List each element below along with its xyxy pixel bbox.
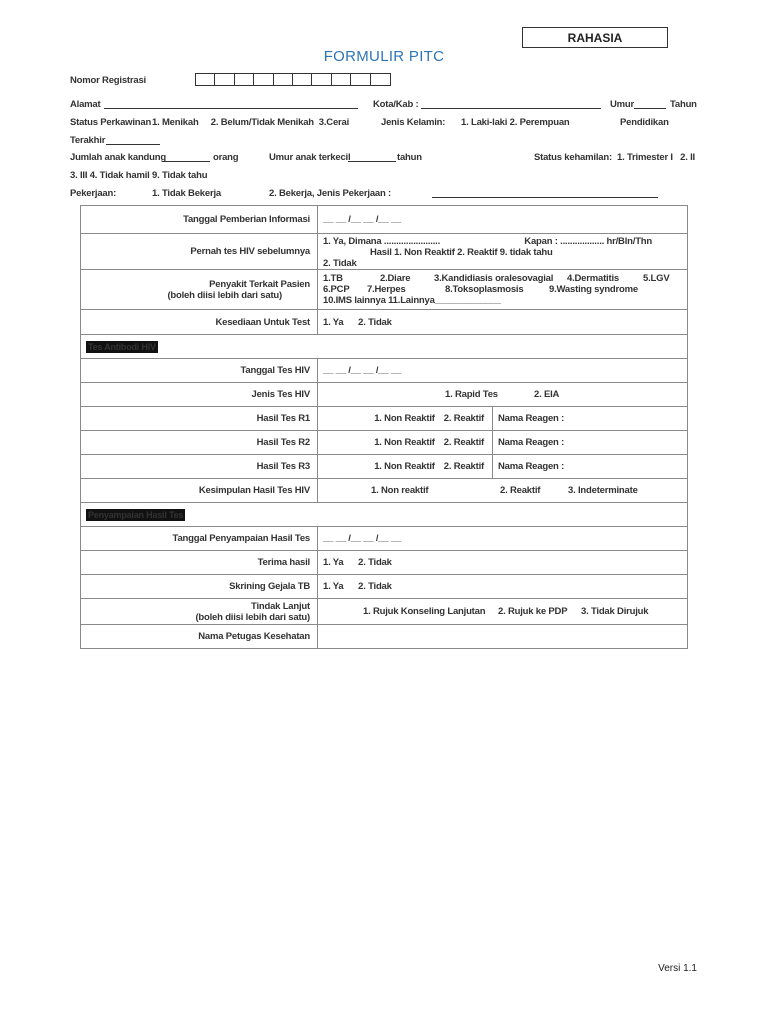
address-field[interactable]: [104, 99, 358, 109]
address-label: Alamat: [70, 99, 101, 110]
result-r3-cell: [318, 455, 688, 479]
info-date-field[interactable]: __ __ /__ __ /__ __: [318, 206, 688, 234]
disease-pcp[interactable]: 6.PCP: [323, 284, 350, 295]
gender-label: Jenis Kelamin:: [381, 117, 446, 128]
r3-non-reactive[interactable]: 1. Non Reaktif: [374, 461, 435, 472]
follow-up-label: Tindak Lanjut: [251, 600, 310, 612]
reg-digit-box[interactable]: [332, 74, 351, 85]
years-label: Tahun: [670, 99, 697, 110]
related-disease-label: Penyakit Terkait Pasien: [209, 278, 310, 290]
delivery-date-row: [81, 527, 688, 551]
delivery-date-label: Tanggal Penyampaian Hasil Tes: [81, 527, 318, 551]
reg-digit-box[interactable]: [351, 74, 370, 85]
received-result-options[interactable]: 1. Ya 2. Tidak: [318, 551, 688, 575]
years-label-2: tahun: [397, 152, 422, 163]
occupation-type-field[interactable]: [432, 188, 658, 198]
confidential-label: RAHASIA: [522, 27, 668, 48]
gender-options[interactable]: 1. Laki-laki 2. Perempuan: [461, 117, 570, 128]
marital-status-options[interactable]: 1. Menikah 2. Belum/Tidak Menikah 3.Cerai: [152, 117, 350, 128]
children-count-label: Jumlah anak kandung: [70, 152, 166, 163]
education-label: Pendidikan: [620, 117, 669, 128]
section-antibody-title: Tes Antibodi HIV: [88, 341, 156, 352]
disease-lgv[interactable]: 5.LGV: [643, 273, 670, 284]
follow-up-pdp[interactable]: 2. Rujuk ke PDP: [498, 606, 568, 617]
disease-candidiasis[interactable]: 3.Kandidiasis oralesovagial: [434, 273, 554, 284]
result-r2-row: [81, 431, 688, 455]
persons-label: orang: [213, 152, 239, 163]
disease-dermatitis[interactable]: 4.Dermatitis: [567, 273, 619, 284]
related-disease-label-cell: [81, 270, 318, 310]
test-date-row: [81, 359, 688, 383]
r1-reagent-name[interactable]: Nama Reagen :: [498, 413, 565, 424]
r1-non-reactive[interactable]: 1. Non Reaktif: [374, 413, 435, 424]
disease-wasting[interactable]: 9.Wasting syndrome: [549, 284, 638, 295]
reg-digit-box[interactable]: [196, 74, 215, 85]
marital-status-label: Status Perkawinan: [70, 117, 152, 128]
follow-up-none[interactable]: 3. Tidak Dirujuk: [581, 606, 649, 617]
disease-herpes[interactable]: 7.Herpes: [367, 284, 406, 295]
pregnancy-options-a[interactable]: 1. Trimester I 2. II: [617, 152, 695, 163]
reg-digit-box[interactable]: [235, 74, 254, 85]
section-delivery-row: [81, 503, 688, 527]
previous-test-where[interactable]: 1. Ya, Dimana .......................: [323, 235, 441, 247]
r3-reagent-name[interactable]: Nama Reagen :: [498, 461, 565, 472]
related-disease-row: [81, 270, 688, 310]
disease-diarrhea[interactable]: 2.Diare: [380, 273, 411, 284]
occupation-option-employed[interactable]: 2. Bekerja, Jenis Pekerjaan :: [269, 188, 392, 199]
conclusion-options[interactable]: [318, 479, 688, 503]
disease-other[interactable]: 10.IMS lainnya 11.Lainnya_____________: [323, 295, 501, 306]
last-education-label: Terakhir: [70, 135, 106, 146]
children-count-field[interactable]: [162, 152, 210, 162]
city-label: Kota/Kab :: [373, 99, 419, 110]
conclusion-indeterminate[interactable]: 3. Indeterminate: [568, 485, 638, 496]
age-label: Umur: [610, 99, 635, 110]
result-r1-label: Hasil Tes R1: [81, 407, 318, 431]
section-antibody-cell: [81, 335, 688, 359]
tb-screening-options[interactable]: 1. Ya 2. Tidak: [318, 575, 688, 599]
follow-up-label-cell: [81, 599, 318, 625]
test-date-field[interactable]: __ __ /__ __ /__ __: [318, 359, 688, 383]
received-result-row: [81, 551, 688, 575]
follow-up-options[interactable]: [318, 599, 688, 625]
consent-label: Kesediaan Untuk Test: [81, 310, 318, 335]
health-worker-field[interactable]: [318, 625, 688, 649]
pitc-form-table: [80, 205, 688, 649]
test-type-rapid[interactable]: 1. Rapid Tes: [445, 389, 498, 400]
info-date-row: [81, 206, 688, 234]
follow-up-counseling[interactable]: 1. Rujuk Konseling Lanjutan: [363, 606, 486, 617]
test-type-options[interactable]: [318, 383, 688, 407]
pregnancy-options-b[interactable]: 3. III 4. Tidak hamil 9. Tidak tahu: [70, 170, 208, 181]
conclusion-reactive[interactable]: 2. Reaktif: [500, 485, 541, 496]
result-r3-row: [81, 455, 688, 479]
reg-digit-box[interactable]: [274, 74, 293, 85]
version-label: Versi 1.1: [658, 963, 697, 974]
previous-test-label: Pernah tes HIV sebelumnya: [81, 234, 318, 270]
follow-up-row: [81, 599, 688, 625]
health-worker-row: [81, 625, 688, 649]
reg-digit-box[interactable]: [312, 74, 331, 85]
related-disease-options[interactable]: [318, 270, 688, 310]
r1-reactive[interactable]: 2. Reaktif: [443, 413, 484, 424]
test-date-label: Tanggal Tes HIV: [81, 359, 318, 383]
disease-tb[interactable]: 1.TB: [323, 273, 343, 284]
previous-test-no[interactable]: 2. Tidak: [323, 257, 357, 269]
r3-reactive[interactable]: 2. Reaktif: [443, 461, 484, 472]
consent-options[interactable]: 1. Ya 2. Tidak: [318, 310, 688, 335]
previous-test-row: [81, 234, 688, 270]
city-field[interactable]: [421, 99, 601, 109]
test-type-row: [81, 383, 688, 407]
registration-number-label: Nomor Registrasi: [70, 75, 146, 86]
youngest-child-age-label: Umur anak terkecil: [269, 152, 351, 163]
result-r3-label: Hasil Tes R3: [81, 455, 318, 479]
result-r2-cell: [318, 431, 688, 455]
occupation-option-unemployed[interactable]: 1. Tidak Bekerja: [152, 188, 221, 199]
previous-test-result[interactable]: Hasil 1. Non Reaktif 2. Reaktif 9. tidak tahu: [370, 246, 553, 258]
follow-up-note: (boleh diisi lebih dari satu): [195, 611, 310, 623]
reg-digit-box[interactable]: [293, 74, 312, 85]
reg-digit-box[interactable]: [254, 74, 273, 85]
r2-reagent-name[interactable]: Nama Reagen :: [498, 437, 565, 448]
previous-test-when[interactable]: Kapan : .................. hr/Bln/Thn: [524, 235, 652, 247]
pregnancy-status-label: Status kehamilan:: [534, 152, 612, 163]
section-delivery-title: Penyampaian Hasil Tes: [88, 509, 184, 520]
related-disease-note: (boleh diisi lebih dari satu): [167, 289, 282, 301]
test-type-eia[interactable]: 2. EIA: [534, 389, 560, 400]
health-worker-label: Nama Petugas Kesehatan: [81, 625, 318, 649]
age-field[interactable]: [634, 99, 666, 109]
occupation-label: Pekerjaan:: [70, 188, 117, 199]
section-delivery-cell: [81, 503, 688, 527]
last-education-field[interactable]: [106, 135, 160, 145]
conclusion-non-reactive[interactable]: 1. Non reaktif: [371, 485, 429, 496]
result-r1-row: [81, 407, 688, 431]
conclusion-label: Kesimpulan Hasil Tes HIV: [81, 479, 318, 503]
previous-test-field[interactable]: [318, 234, 688, 270]
consent-row: [81, 310, 688, 335]
reg-digit-box[interactable]: [371, 74, 390, 85]
r2-reactive[interactable]: 2. Reaktif: [443, 437, 484, 448]
info-date-label: Tanggal Pemberian Informasi: [81, 206, 318, 234]
test-type-label: Jenis Tes HIV: [81, 383, 318, 407]
section-antibody-row: [81, 335, 688, 359]
registration-number-boxes[interactable]: [195, 73, 391, 86]
conclusion-row: [81, 479, 688, 503]
received-result-label: Terima hasil: [81, 551, 318, 575]
result-r1-cell: [318, 407, 688, 431]
form-title: FORMULIR PITC: [323, 48, 445, 65]
disease-toxoplasmosis[interactable]: 8.Toksoplasmosis: [445, 284, 524, 295]
reg-digit-box[interactable]: [215, 74, 234, 85]
tb-screening-label: Skrining Gejala TB: [81, 575, 318, 599]
delivery-date-field[interactable]: __ __ /__ __ /__ __: [318, 527, 688, 551]
r2-non-reactive[interactable]: 1. Non Reaktif: [374, 437, 435, 448]
youngest-child-age-field[interactable]: [348, 152, 396, 162]
result-r2-label: Hasil Tes R2: [81, 431, 318, 455]
tb-screening-row: [81, 575, 688, 599]
